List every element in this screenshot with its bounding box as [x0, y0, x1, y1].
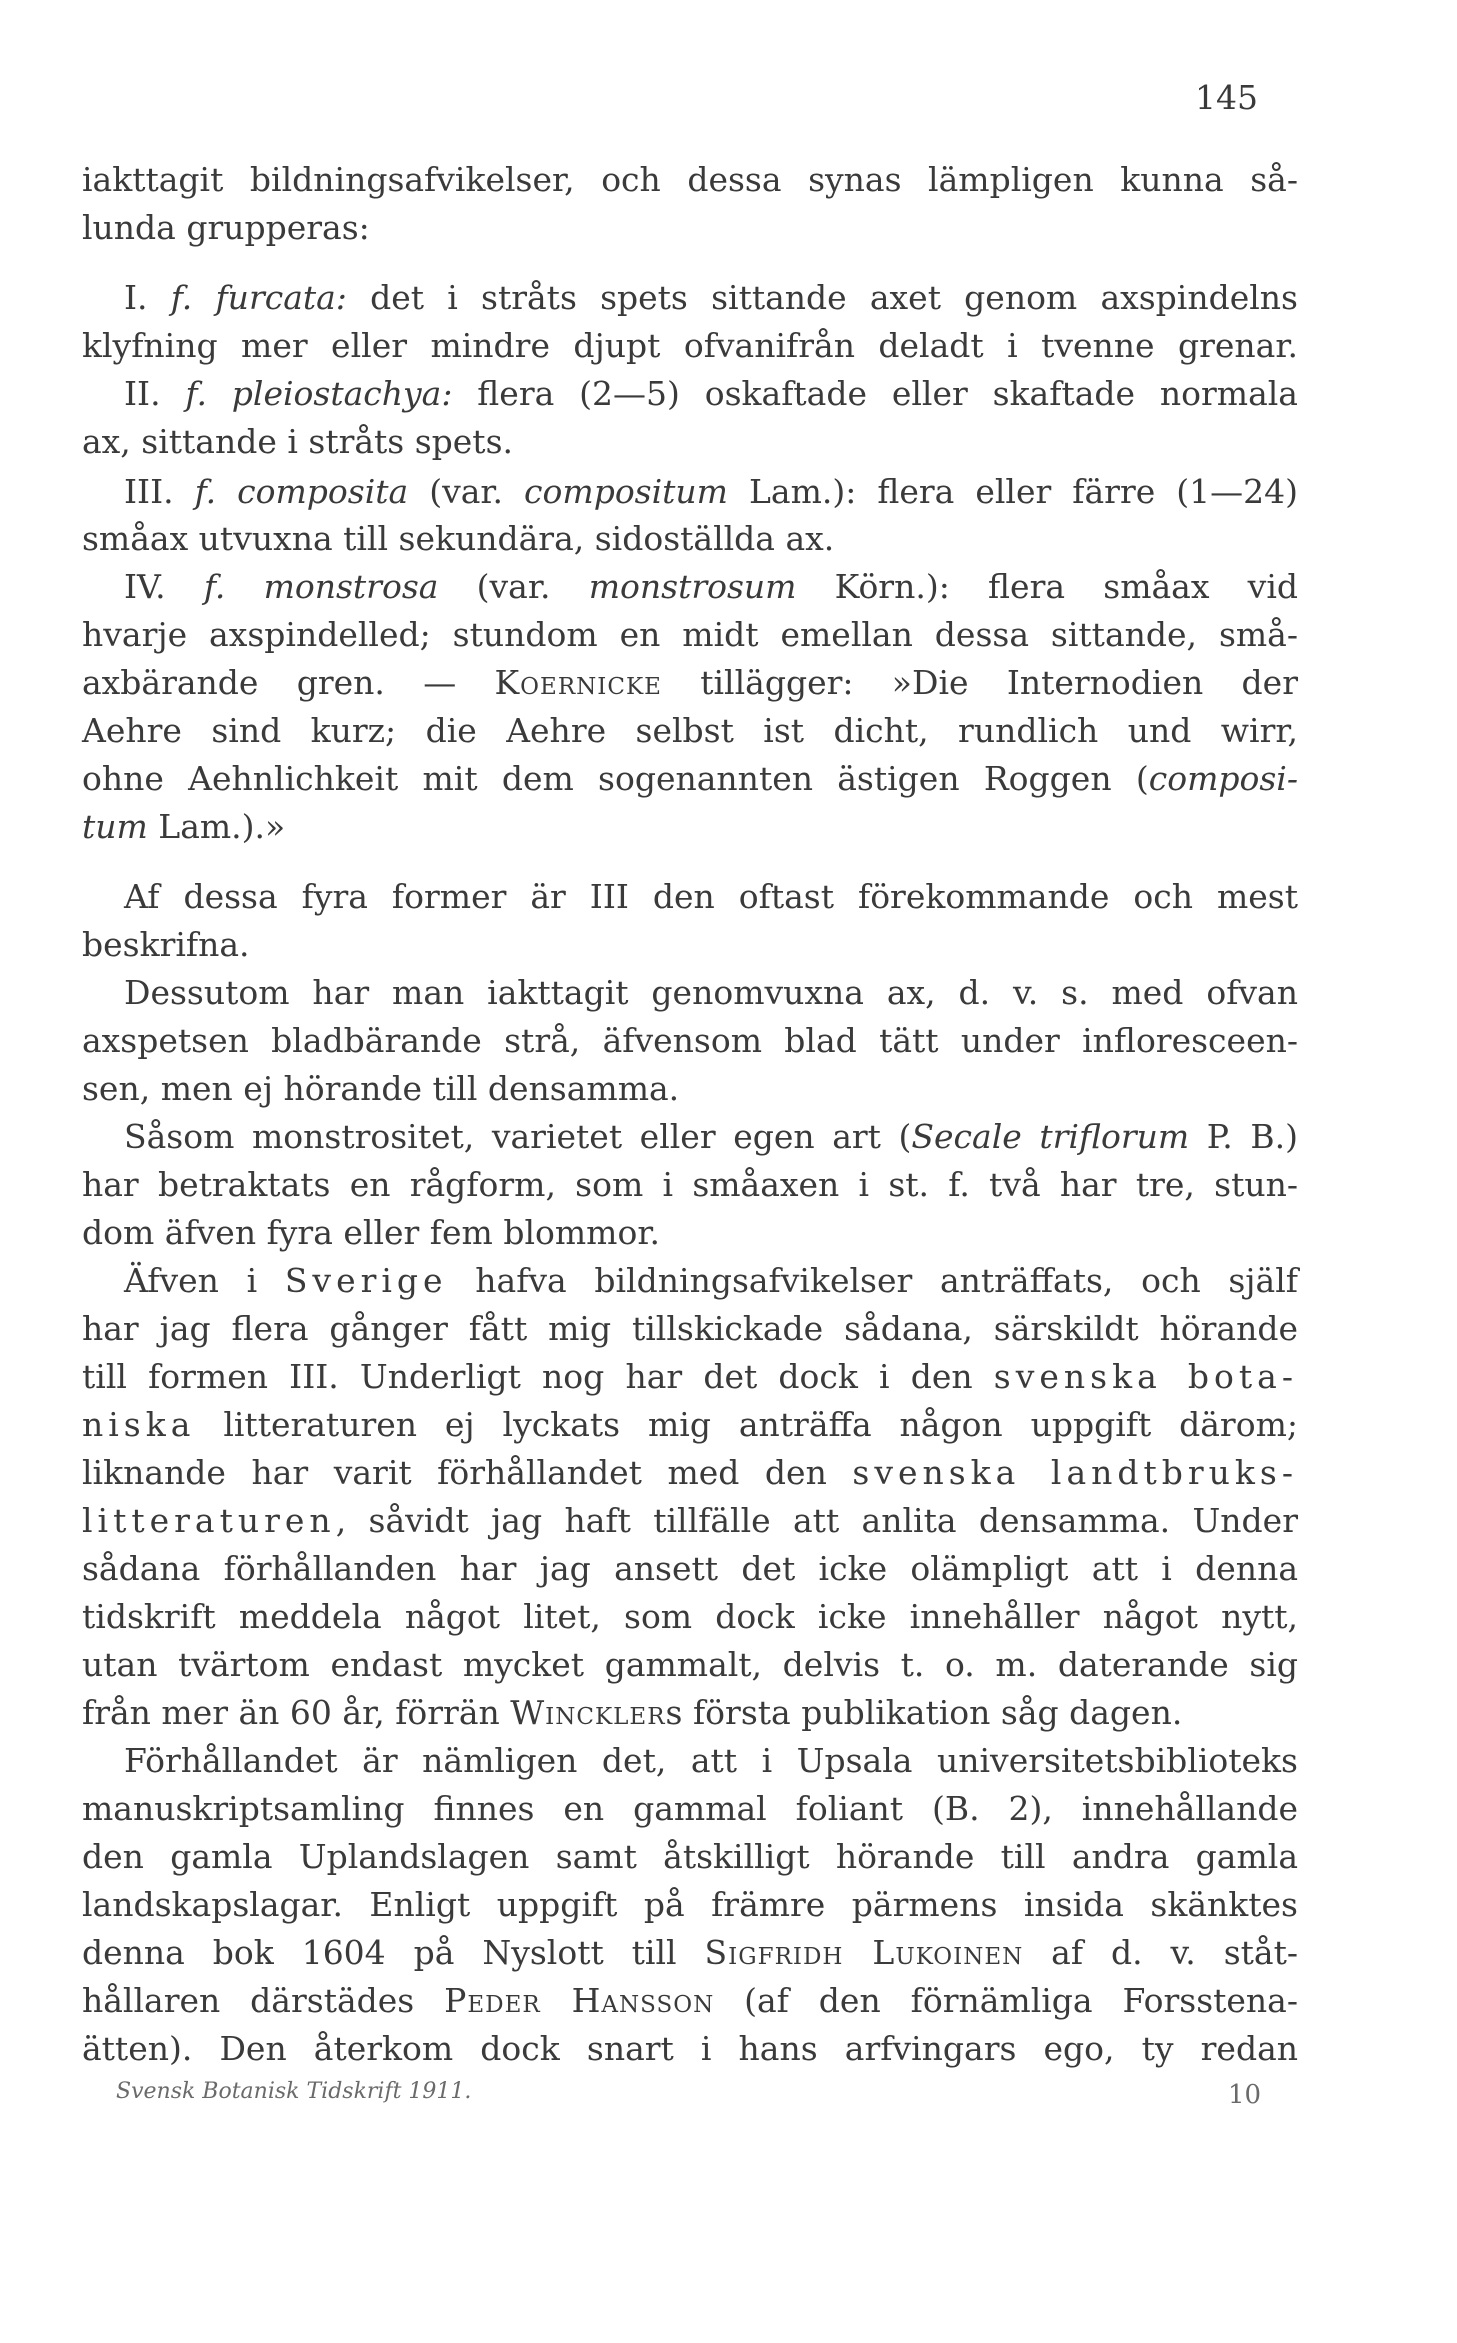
text-segment: Sigfridh Lukoinen	[704, 1933, 1024, 1972]
journal-footer: Svensk Botanisk Tidskrift 1911.	[116, 2079, 472, 2104]
text-segment: tum	[82, 807, 148, 846]
text-line	[82, 422, 1298, 466]
text-line	[82, 1837, 1298, 1881]
text-segment: lunda grupperas:	[82, 208, 370, 247]
text-segment: P. B.)	[1189, 1117, 1298, 1156]
text-segment: svenska bota-	[993, 1357, 1298, 1396]
text-segment: sådana förhållanden har jag ansett det icke olämpligt att i denna	[82, 1549, 1298, 1588]
text-line	[124, 1117, 1298, 1161]
text-line	[82, 1357, 1298, 1401]
text-segment: svenska landtbruks-	[852, 1453, 1299, 1492]
text-segment: flera (2—5) oskaftade eller skaftade normala	[452, 374, 1298, 413]
text-segment: beskrifna.	[82, 925, 250, 964]
text-segment: denna bok 1604 på Nyslott till	[82, 1933, 705, 1972]
text-line	[82, 1981, 1298, 2025]
text-line	[82, 1309, 1298, 1353]
text-segment: ohne Aehnlichkeit mit dem sogenannten ästigen Roggen (	[82, 759, 1149, 798]
text-line	[82, 160, 1298, 204]
text-segment: har jag flera gånger fått mig tillskickade sådana, särskildt hörande	[82, 1309, 1298, 1348]
text-segment: till formen III. Underligt nog har det dock i den	[82, 1357, 994, 1396]
text-segment: Winckler	[510, 1693, 666, 1732]
text-segment: har betraktats en rågform, som i småaxen i st. f. två har tre, stun-	[82, 1165, 1298, 1204]
text-segment: af d. v. ståt-	[1023, 1933, 1298, 1972]
text-segment: utan tvärtom endast mycket gammalt, delvis t. o. m. daterande sig	[82, 1645, 1298, 1684]
text-line	[124, 877, 1298, 921]
text-segment: Koernicke	[494, 663, 662, 702]
text-line	[82, 1789, 1298, 1833]
text-line	[82, 663, 1298, 707]
text-line	[82, 925, 1298, 969]
text-segment: ax, sittande i stråts spets.	[82, 422, 513, 461]
text-segment: niska	[82, 1405, 196, 1444]
text-line	[82, 1501, 1298, 1545]
text-segment: III.	[124, 472, 195, 511]
text-segment: litteraturen	[82, 1501, 336, 1540]
text-line	[124, 1261, 1298, 1305]
text-segment: Af dessa fyra former är III den oftast förekommande och mest	[124, 877, 1298, 916]
text-line	[124, 567, 1298, 611]
text-segment: Peder Hansson	[444, 1981, 715, 2020]
text-line	[82, 1933, 1298, 1977]
text-line	[124, 1741, 1298, 1785]
text-segment: det i stråts spets sittande axet genom axspindelns	[346, 278, 1298, 317]
text-segment: iakttagit bildningsafvikelser, och dessa synas lämpligen kunna så-	[82, 160, 1298, 199]
text-line	[82, 1453, 1298, 1497]
text-segment: axspetsen bladbärande strå, äfvensom blad tätt under infloresceen-	[82, 1021, 1298, 1060]
text-segment: den gamla Uplandslagen samt åtskilligt hörande till andra gamla	[82, 1837, 1298, 1876]
text-segment: från mer än 60 år, förrän	[82, 1693, 511, 1732]
text-segment: monstrosum	[588, 567, 797, 606]
text-segment: klyfning mer eller mindre djupt ofvanifrån deladt i tvenne grenar.	[82, 326, 1298, 365]
text-segment: Dessutom har man iakttagit genomvuxna ax, d. v. s. med ofvan	[124, 973, 1298, 1012]
text-segment: småax utvuxna till sekundära, sidoställda ax.	[82, 519, 835, 558]
text-segment: Sverige	[284, 1261, 448, 1300]
text-segment: litteraturen ej lyckats mig anträffa någon uppgift därom;	[195, 1405, 1298, 1444]
text-segment: (af den förnämliga Forsstena-	[714, 1981, 1298, 2020]
text-segment: f. furcata:	[170, 278, 347, 317]
text-line	[82, 615, 1298, 659]
text-segment: hållaren därstädes	[82, 1981, 445, 2020]
text-line	[82, 1645, 1298, 1689]
text-segment: hvarje axspindelled; stundom en midt emellan dessa sittande, små-	[82, 615, 1298, 654]
text-line	[82, 807, 1298, 851]
text-segment: composi-	[1148, 759, 1298, 798]
text-line	[82, 1693, 1298, 1737]
text-segment: axbärande gren. —	[82, 663, 495, 702]
signature-mark: 10	[1228, 2080, 1262, 2110]
text-segment: dom äfven fyra eller fem blommor.	[82, 1213, 660, 1252]
page-number: 145	[1195, 78, 1258, 117]
text-segment: (var.	[438, 567, 589, 606]
text-segment: tillägger: »Die Internodien der	[661, 663, 1298, 702]
text-segment: Lam.): flera eller färre (1—24)	[727, 472, 1298, 511]
text-line	[82, 1597, 1298, 1641]
text-line	[124, 472, 1298, 516]
text-segment: liknande har varit förhållandet med den	[82, 1453, 853, 1492]
text-segment: II.	[124, 374, 186, 413]
text-segment: sen, men ej hörande till densamma.	[82, 1069, 680, 1108]
text-segment: IV.	[124, 567, 204, 606]
text-line	[82, 1885, 1298, 1929]
text-segment: Förhållandet är nämligen det, att i Upsala universitetsbiblioteks	[124, 1741, 1298, 1780]
text-line	[82, 1165, 1298, 1209]
text-segment: f. composita	[194, 472, 409, 511]
text-line	[82, 1405, 1298, 1449]
text-segment: Lam.).»	[147, 807, 286, 846]
text-line	[82, 1549, 1298, 1593]
text-line	[124, 374, 1298, 418]
text-segment: Äfven i	[124, 1261, 285, 1300]
text-line	[82, 1213, 1298, 1257]
text-segment: hafva bildningsafvikelser anträffats, och själf	[447, 1261, 1298, 1300]
text-segment: compositum	[524, 472, 728, 511]
text-segment: tidskrift meddela något litet, som dock icke innehåller något nytt,	[82, 1597, 1298, 1636]
text-segment: f. monstrosa	[203, 567, 439, 606]
text-line	[82, 519, 1298, 563]
text-segment: f. pleiostachya:	[185, 374, 453, 413]
text-segment: Körn.): flera småax vid	[796, 567, 1298, 606]
text-line	[124, 278, 1298, 322]
text-segment: I.	[124, 278, 171, 317]
text-segment: manuskriptsamling finnes en gammal foliant (B. 2), innehållande	[82, 1789, 1298, 1828]
text-segment: Aehre sind kurz; die Aehre selbst ist dicht, rundlich und wirr,	[82, 711, 1298, 750]
text-line	[82, 208, 1298, 252]
text-line	[82, 1021, 1298, 1065]
text-line	[82, 1069, 1298, 1113]
text-line	[82, 326, 1298, 370]
text-line	[82, 711, 1298, 755]
text-segment: , såvidt jag haft tillfälle att anlita densamma. Under	[335, 1501, 1298, 1540]
text-line	[82, 759, 1298, 803]
text-segment: s första publikation såg dagen.	[665, 1693, 1183, 1732]
text-segment: Såsom monstrositet, varietet eller egen art (	[124, 1117, 912, 1156]
text-line	[124, 973, 1298, 1017]
text-segment: ätten). Den återkom dock snart i hans arfvingars ego, ty redan	[82, 2029, 1298, 2068]
text-segment: landskapslagar. Enligt uppgift på främre pärmens insida skänktes	[82, 1885, 1298, 1924]
text-segment: (var.	[408, 472, 525, 511]
text-segment: Secale triflorum	[911, 1117, 1190, 1156]
text-line	[82, 2029, 1298, 2073]
